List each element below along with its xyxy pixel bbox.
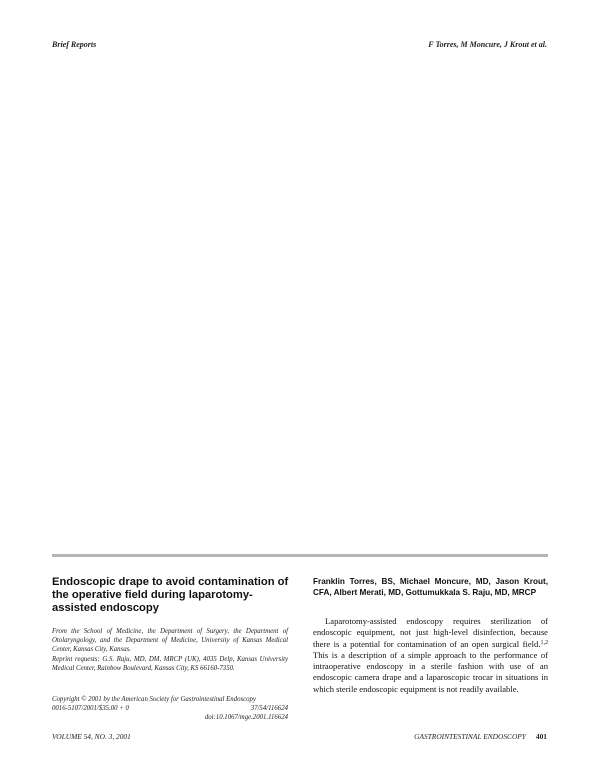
running-header-section: Brief Reports [52, 40, 97, 49]
page-number: 401 [535, 732, 547, 741]
affiliation-text: From the School of Medicine, the Department of Surgery, the Department of Otolaryngology, and the Department of Medicine, University of Kansas Medical Center, Kansas City, Kansas. [52, 628, 288, 653]
journal-name: GASTROINTESTINAL ENDOSCOPY [414, 732, 526, 741]
running-header-authors: F Torres, M Moncure, J Krout et al. [428, 40, 547, 49]
body-text-end: This is a description of a simple approach to the performance of intraoperative endoscopy in a sterile fashion with use of an endoscopic camera drape and a laparoscopic trocar in situations in which sterile endoscopic equipment is not readily available. [313, 649, 548, 694]
issn-row [52, 705, 288, 714]
doi-text: doi:10.1067/mge.2001.116624 [204, 713, 288, 721]
footer-journal [414, 732, 547, 741]
article-code: 37/54/116624 [250, 704, 288, 712]
reference-marker: 1,2 [540, 639, 548, 646]
issn-code: 0016-5107/2001/$35.00 + 0 [52, 704, 129, 712]
copyright-text: Copyright © 2001 by the American Society for Gastrointestinal Endoscopy [52, 696, 256, 703]
body-paragraph [313, 616, 548, 695]
copyright-block [52, 696, 288, 722]
article-title: Endoscopic drape to avoid contamination of the operative field during laparotomy-assisted endoscopy [52, 576, 289, 614]
reprint-requests: Reprint requests: G.S. Raju, MD, DM, MRCP (UK), 4035 Delp, Kansas University Medical Center, Rainbow Boulevard, Kansas City, KS 66160-7350. [52, 656, 288, 673]
author-list: Franklin Torres, BS, Michael Moncure, MD, Jason Krout, CFA, Albert Merati, MD, Gottumukkala S. Raju, MD, MRCP [313, 577, 548, 597]
section-divider [52, 554, 548, 557]
footer-volume: VOLUME 54, NO. 3, 2001 [52, 732, 131, 741]
affiliation-block [52, 628, 288, 676]
body-text-start: Laparotomy-assisted endoscopy requires sterilization of endoscopic equipment, not just high-level disinfection, because there is a potential for contamination of an open surgical field. [313, 616, 548, 649]
